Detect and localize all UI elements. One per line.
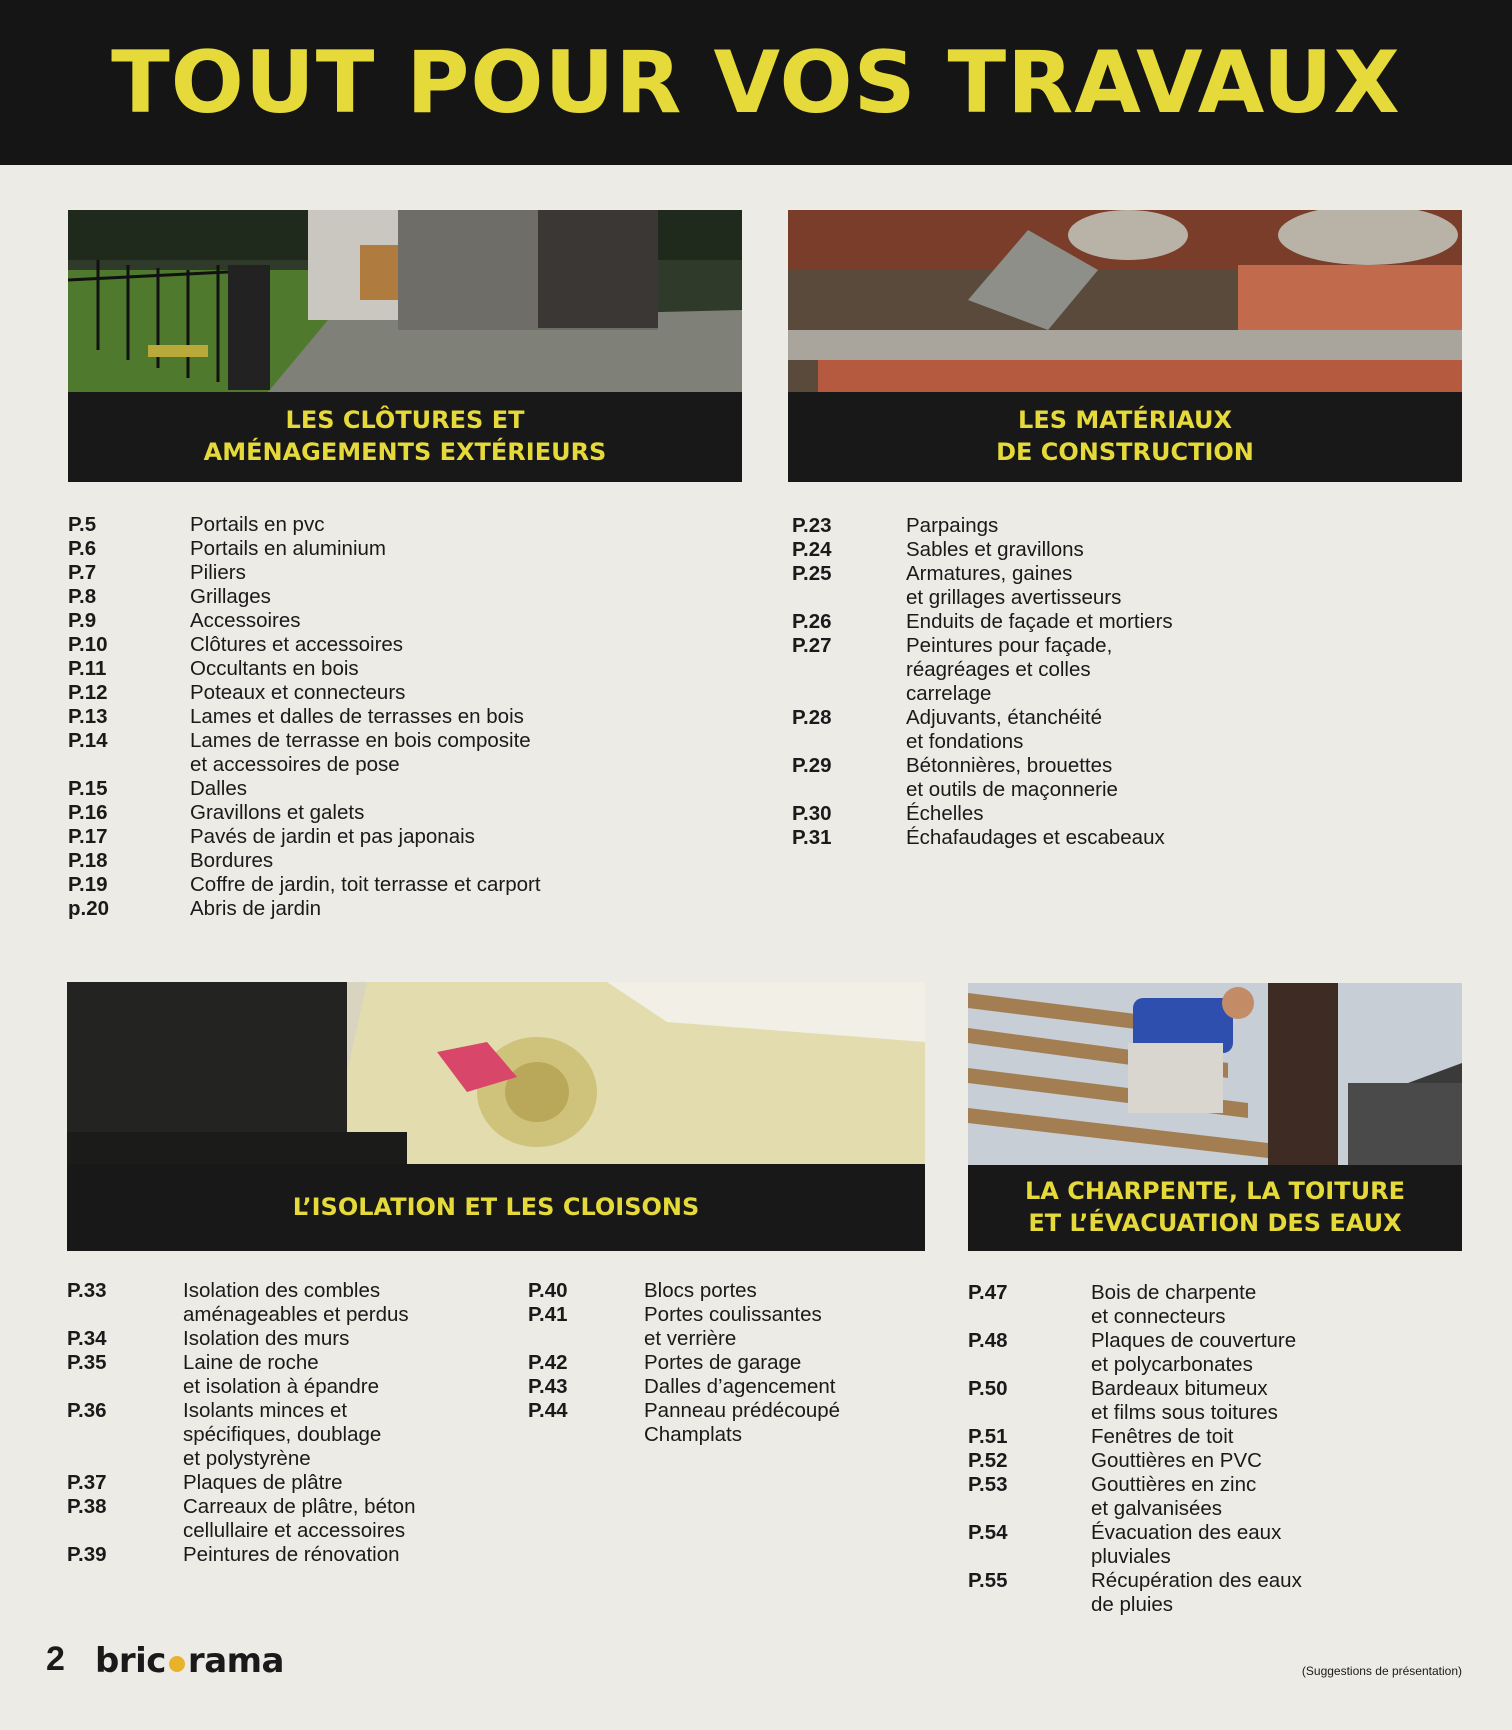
list-materiaux [792,514,1432,850]
list-item [792,562,1432,586]
list-item [968,1425,1448,1449]
item-label: Bois de charpente [1091,1281,1257,1304]
page-ref: P.55 [968,1569,1008,1592]
list-item [792,658,1432,682]
page-ref: P.41 [528,1303,568,1326]
page-ref: P.48 [968,1329,1008,1352]
photo-charpente [968,983,1462,1165]
list-item [968,1281,1448,1305]
brick-wall-illustration [788,210,1462,392]
logo-text-left: bric [95,1641,166,1681]
list-item [68,537,708,561]
banner-isolation-text: L’ISOLATION ET LES CLOISONS [292,1192,700,1221]
list-item [67,1327,507,1351]
item-label: Blocs portes [644,1279,757,1302]
page-ref: P.28 [792,706,832,729]
item-label: aménageables et perdus [183,1303,409,1326]
item-label: Bétonnières, brouettes [906,754,1113,777]
page-ref: P.16 [68,801,108,824]
list-item [792,610,1432,634]
page-ref [968,1497,1091,1521]
list-item [68,585,708,609]
list-item [68,705,708,729]
page-ref: P.26 [792,610,832,633]
item-label: Plaques de plâtre [183,1471,343,1494]
item-label: Clôtures et accessoires [190,633,404,656]
page-ref [792,658,906,682]
list-item [968,1521,1448,1545]
page-ref [968,1593,1091,1617]
item-label: Isolation des murs [183,1327,350,1350]
page-ref [792,682,906,706]
list-item [68,753,708,777]
banner-clotures [68,392,742,482]
page-ref: P.44 [528,1399,568,1422]
item-label: et verrière [644,1327,737,1350]
page-ref [67,1303,183,1327]
page-title: TOUT POUR VOS TRAVAUX [111,32,1401,133]
list-item [792,682,1432,706]
page-ref [68,753,190,777]
presentation-note: (Suggestions de présentation) [1301,1664,1462,1678]
page-ref [968,1353,1091,1377]
page-ref [67,1375,183,1399]
page-ref: p.20 [68,897,110,920]
page-ref: P.31 [792,826,832,849]
page-ref: P.11 [68,657,107,680]
list-item [968,1329,1448,1353]
item-label: Gravillons et galets [190,801,365,824]
list-item [67,1399,507,1423]
page-ref: P.36 [67,1399,107,1422]
banner-materiaux-text: LES MATÉRIAUX DE CONSTRUCTION [996,406,1254,466]
page-ref: P.17 [68,825,108,848]
item-label: Portes de garage [644,1351,802,1374]
list-item [68,561,708,585]
item-label: Panneau prédécoupé [644,1399,841,1422]
item-label: Abris de jardin [190,897,322,920]
list-item [968,1593,1448,1617]
page-header [0,0,1512,165]
list-clotures [68,513,708,921]
item-label: Isolants minces et [183,1399,348,1422]
item-label: Enduits de façade et mortiers [906,610,1173,633]
list-item [528,1399,928,1423]
item-label: Échelles [906,802,984,825]
item-label: Laine de roche [183,1351,319,1374]
page-ref: P.30 [792,802,832,825]
page-ref: P.38 [67,1495,107,1518]
item-label: carrelage [906,682,992,705]
item-label: Portes coulissantes [644,1303,822,1326]
list-item [67,1423,507,1447]
list-item [968,1305,1448,1329]
item-label: Champlats [644,1423,742,1446]
page-ref [67,1423,183,1447]
item-label: Occultants en bois [190,657,359,680]
page-ref: P.9 [68,609,97,632]
item-label: Échafaudages et escabeaux [906,826,1165,849]
page-ref: P.51 [968,1425,1008,1448]
page-ref: P.43 [528,1375,568,1398]
list-item [968,1569,1448,1593]
page-ref: P.8 [68,585,97,608]
item-label: Accessoires [190,609,301,632]
page-ref: P.42 [528,1351,568,1374]
list-item [528,1351,928,1375]
page-ref [968,1545,1091,1569]
list-item [968,1497,1448,1521]
list-item [67,1375,507,1399]
list-isolation-right [528,1279,928,1447]
photo-materiaux [788,210,1462,392]
item-label: et fondations [906,730,1024,753]
list-item [68,681,708,705]
page-ref: P.35 [67,1351,107,1374]
list-item [68,873,708,897]
page-ref [67,1519,183,1543]
list-isolation-left [67,1279,507,1567]
page-ref: P.33 [67,1279,107,1302]
item-label: Bordures [190,849,274,872]
list-item [68,657,708,681]
page-ref: P.34 [67,1327,107,1350]
page-ref: P.54 [968,1521,1008,1544]
item-label: et polystyrène [183,1447,311,1470]
list-item [792,514,1432,538]
page-ref [968,1305,1091,1329]
page-ref: P.53 [968,1473,1008,1496]
page-ref [528,1327,644,1351]
list-item [528,1375,928,1399]
page-ref: P.10 [68,633,108,656]
list-item [792,826,1432,850]
list-item [67,1351,507,1375]
house-fence-illustration [68,210,742,392]
list-item [67,1279,507,1303]
page-ref [528,1423,644,1447]
page-ref: P.37 [67,1471,107,1494]
item-label: Adjuvants, étanchéité [906,706,1103,729]
item-label: et grillages avertisseurs [906,586,1122,609]
list-item [968,1545,1448,1569]
page-ref: P.5 [68,513,97,536]
banner-isolation [67,1164,925,1251]
item-label: Coffre de jardin, toit terrasse et carport [190,873,541,896]
list-item [792,778,1432,802]
list-item [792,754,1432,778]
item-label: et polycarbonates [1091,1353,1253,1376]
item-label: spécifiques, doublage [183,1423,382,1446]
page-ref: P.19 [68,873,108,896]
list-item [68,849,708,873]
page-number: 2 [46,1640,65,1678]
item-label: Carreaux de plâtre, béton [183,1495,416,1518]
list-item [792,730,1432,754]
item-label: et outils de maçonnerie [906,778,1118,801]
item-label: et accessoires de pose [190,753,400,776]
list-item [968,1473,1448,1497]
list-item [792,706,1432,730]
item-label: Évacuation des eaux [1091,1521,1282,1544]
list-item [792,634,1432,658]
item-label: Lames de terrasse en bois composite [190,729,531,752]
item-label: et galvanisées [1091,1497,1223,1520]
item-label: cellullaire et accessoires [183,1519,406,1542]
page-ref: P.47 [968,1281,1008,1304]
page-ref: P.18 [68,849,108,872]
page-ref: P.25 [792,562,832,585]
banner-clotures-text: LES CLÔTURES ET AMÉNAGEMENTS EXTÉRIEURS [203,406,607,466]
list-item [67,1303,507,1327]
page-ref: P.7 [68,561,97,584]
banner-charpente [968,1165,1462,1251]
item-label: Gouttières en PVC [1091,1449,1262,1472]
list-item [68,729,708,753]
photo-clotures [68,210,742,392]
list-item [968,1449,1448,1473]
list-item [68,513,708,537]
page-ref: P.27 [792,634,832,657]
page-ref: P.24 [792,538,832,561]
item-label: et connecteurs [1091,1305,1226,1328]
page-ref [968,1401,1091,1425]
page-ref: P.40 [528,1279,568,1302]
list-item [968,1353,1448,1377]
page-ref [792,778,906,802]
page-ref: P.39 [67,1543,107,1566]
page-ref: P.6 [68,537,97,560]
item-label: Pavés de jardin et pas japonais [190,825,475,848]
item-label: Récupération des eaux [1091,1569,1302,1592]
insulation-illustration [67,982,925,1164]
item-label: Armatures, gaines [906,562,1073,585]
page-ref: P.12 [68,681,108,704]
list-item [968,1377,1448,1401]
item-label: Portails en pvc [190,513,325,536]
list-item [968,1401,1448,1425]
item-label: de pluies [1091,1593,1174,1616]
list-item [67,1447,507,1471]
item-label: Peintures de rénovation [183,1543,400,1566]
item-label: et isolation à épandre [183,1375,380,1398]
item-label: Sables et gravillons [906,538,1084,561]
photo-isolation [67,982,925,1164]
list-item [67,1495,507,1519]
list-item [528,1303,928,1327]
list-item [792,802,1432,826]
banner-materiaux [788,392,1462,482]
page-ref [792,730,906,754]
page-ref: P.13 [68,705,108,728]
item-label: Gouttières en zinc [1091,1473,1257,1496]
list-item [68,897,708,921]
item-label: Dalles d’agencement [644,1375,836,1398]
list-item [68,609,708,633]
item-label: pluviales [1091,1545,1171,1568]
page-ref: P.52 [968,1449,1008,1472]
item-label: Dalles [190,777,247,800]
list-item [528,1327,928,1351]
roofer-illustration [968,983,1462,1165]
list-item [67,1519,507,1543]
list-item [68,777,708,801]
logo-dot-icon [169,1656,185,1672]
page-ref: P.50 [968,1377,1008,1400]
list-item [792,586,1432,610]
bricorama-logo [95,1641,284,1681]
list-item [68,633,708,657]
list-item [528,1279,928,1303]
item-label: Isolation des combles [183,1279,381,1302]
list-item [67,1543,507,1567]
banner-charpente-text: LA CHARPENTE, LA TOITURE ET L’ÉVACUATION DES EAUX [1025,1177,1405,1237]
item-label: Poteaux et connecteurs [190,681,406,704]
item-label: Bardeaux bitumeux [1091,1377,1268,1400]
page-ref: P.14 [68,729,108,752]
item-label: Peintures pour façade, [906,634,1113,657]
list-item [68,825,708,849]
list-item [528,1423,928,1447]
list-item [67,1471,507,1495]
item-label: et films sous toitures [1091,1401,1278,1424]
item-label: Parpaings [906,514,999,537]
list-charpente [968,1281,1448,1617]
page-ref: P.29 [792,754,832,777]
item-label: Piliers [190,561,246,584]
item-label: Plaques de couverture [1091,1329,1297,1352]
item-label: Lames et dalles de terrasses en bois [190,705,524,728]
item-label: Grillages [190,585,271,608]
item-label: réagréages et colles [906,658,1091,681]
page-ref: P.15 [68,777,108,800]
list-item [68,801,708,825]
page-ref: P.23 [792,514,832,537]
list-item [792,538,1432,562]
page-ref [792,586,906,610]
item-label: Portails en aluminium [190,537,386,560]
item-label: Fenêtres de toit [1091,1425,1234,1448]
page-ref [67,1447,183,1471]
logo-text-right: rama [187,1641,285,1681]
